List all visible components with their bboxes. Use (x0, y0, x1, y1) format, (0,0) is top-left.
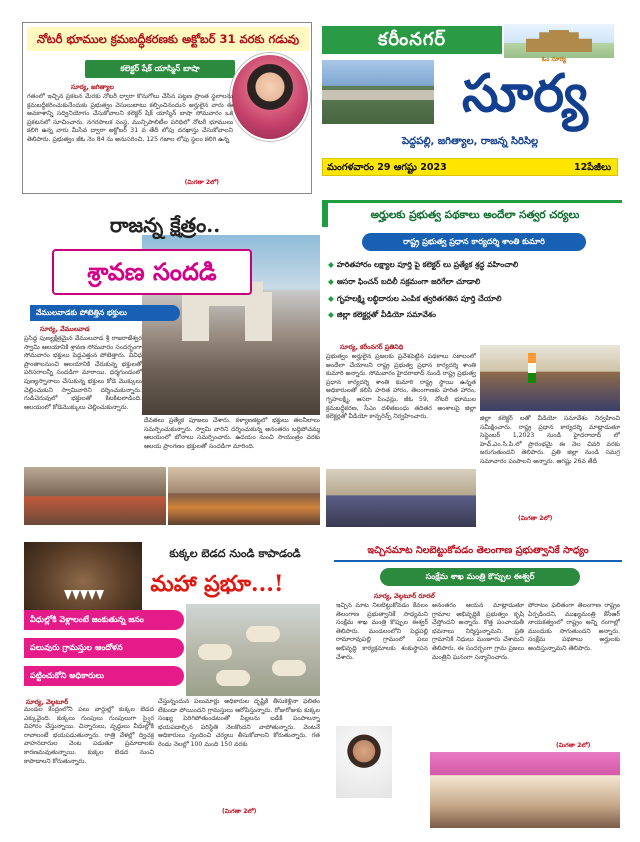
welfare-bullet: ◆ హరితహారం లక్ష్యాల పూర్తి పై కలెక్టర్ లు ప్రత్యేక శ్రద్ధ వహించాలి (328, 260, 519, 269)
dogs-highlights (24, 610, 184, 694)
dogs-highlight: పలువురు గ్రామస్తుల ఆందోళన (24, 638, 184, 658)
rajanna-tag: వేములవాడకు పోటెత్తిన భక్తులు (30, 305, 180, 321)
welfare-byline: సూర్య, కరీంనగర్ ప్రతినిధి (340, 343, 404, 351)
minister-subhead: సంక్షేమ శాఖ మంత్రి కొప్పుల ఈశ్వర్ (380, 568, 580, 586)
cs-subhead: రాష్ట్ర ప్రభుత్వ ప్రధాన కార్యదర్శి శాంతి కుమారి (362, 233, 586, 251)
welfare-bullet: ◆ ఆసరా ఫించన్ బదిలీ సక్రమంగా జరిగేలా చూడాలి (328, 276, 481, 286)
dogs-headline-top: కుక్కల బెడద నుండి కాపాడండి (169, 547, 301, 560)
paper-name-main: సూర్య (462, 63, 588, 124)
flag-icon (528, 353, 536, 383)
minister-continued: (మిగతా 2లో) (556, 742, 591, 749)
dogs-highlight: వీధుల్లోకి వెళ్లాలంటే జంకుతున్న జనం (24, 610, 184, 630)
paper-logo-caption: ఓం సూర్య (542, 56, 567, 63)
districts-line: పెద్దపల్లి, జగిత్యాల, రాజన్న సిరిసిల్ల (401, 136, 539, 147)
temple-image (504, 24, 614, 58)
rajanna-headline-main: శ్రావణ సందడి (52, 249, 252, 295)
bullet-icon: ◆ (328, 310, 334, 320)
page-count: 12పేజీలు (574, 162, 611, 173)
collector-meeting-photo (326, 469, 476, 527)
dogs-headline-main: మహా ప్రభూ...! (150, 571, 284, 597)
bullet-icon: ◆ (328, 276, 334, 286)
rajanna-headline-top: రాజన్న క్షేత్రం.. (109, 213, 221, 237)
welfare-bullet: ◆ జిల్లా కలెక్టర్లతో వీడియో సమావేశం (328, 310, 436, 320)
devotees-photo-1 (24, 467, 166, 525)
dateline-bar (322, 158, 618, 176)
welfare-schemes-story (322, 203, 622, 533)
minister-body-2: అనంతరం ఆయన మాట్లాడుతూ గ్రామాల అభివృద్ధికి ప్రభుత్వం కృషి చేస్తోందని అన్నారు. కొత్త పంచాయతీ భవనాలు నిర్మిస్తున్నామని, ప్రతి గ్రామానికి నిధులు మంజూరు చేశామని తెలిపారు. ఈ సందర్భంగా గ్రామ ప్రజలు మంత్రిని ఘనంగా సన్మానించారు. (432, 602, 524, 661)
minister-portrait (336, 726, 392, 798)
minister-event-photo (430, 752, 620, 828)
dogs-body-2: చేస్తున్నందున పలుమార్లు అధికారుల దృష్టికి తీసుకెళ్లినా ఫలితం లేకుండా పోయిందని గ్రామస్తులు ఆరోపిస్తున్నారు. రోజురోజుకు కుక్కల సంఖ్య పెరిగిపోతుండటంతో పిల్లలను బడికి పంపాలన్నా భయపడాల్సిన పరిస్థితి నెలకొందని వాపోతున్నారు. వెంటనే అధికారులు స్పందించి చర్యలు తీసుకోవాలని కోరుతున్నారు. గత రెండు నెలల్లో 100 మంది 150 వరకు (158, 698, 320, 748)
rajanna-byline: సూర్య, వేములవాడ (40, 325, 90, 333)
minister-byline: సూర్య, వెల్గటూర్ రూరల్ (374, 592, 435, 600)
dogs-continued: (మిగతా 2లో) (222, 808, 257, 815)
rajanna-body-1: ప్రసిద్ధ పుణ్యక్షేత్రమైన వేములవాడ శ్రీ రాజరాజేశ్వర స్వామి ఆలయానికి శ్రావణ సోమవారం సందర్భంగా సోమవారం భక్తులు పెద్దఎత్తున పోటెత్తారు. వివిధ ప్రాంతాలనుంచి ఆలయానికి చేరుకున్న భక్తులతో పరిసరాలన్నీ సందడిగా మారాయి. ధర్మగుండంలో పుణ్యస్నానాలు చేసుకున్న భక్తులు కోడె మొక్కులు చెల్లించుకుని స్వామివారిని దర్శించుకున్నారు. గుడిచెరువులో భక్తులతో కిటకిటలాడింది. ఆలయంలో కోడెమొక్కులు చెల్లించుకున్నారు. (24, 335, 142, 411)
notary-land-story (22, 22, 312, 194)
dogs-highlight: పట్టించుకోని అధికారులు (24, 666, 184, 686)
minister-story (334, 540, 622, 830)
stray-dogs-photo (186, 604, 320, 696)
video-conference-photo (480, 345, 620, 411)
notary-continued: (మిగతా 2లో) (184, 179, 219, 186)
dam-image (322, 60, 434, 124)
welfare-bullets (328, 257, 618, 341)
minister-headline: ఇచ్చినమాట నిలబెట్టుకోవడం తెలంగాణ ప్రభుత్వానికే సాధ్యం (334, 540, 622, 562)
welfare-headline: అర్హులకు ప్రభుత్వ పథకాలు అందేలా సత్వర చర్యలు (322, 203, 622, 227)
dogs-byline: సూర్య, వెల్గటూర్ (26, 698, 69, 706)
minister-body-3: పోరాటం ఫలితంగా తెలంగాణ రాష్ట్రం ఏర్పడిందని, ముఖ్యమంత్రి కేసీఆర్ నాయకత్వంలో రాష్ట్రం అన్ని రంగాల్లో ముందుకు సాగుతుందని అన్నారు. సంక్షేమ పథకాలు అర్హులకు అందిస్తున్నామని తెలిపారు. (528, 602, 620, 652)
issue-date: మంగళవారం 29 ఆగష్టు 2023 (327, 162, 447, 173)
welfare-body-2: జిల్లా కలెక్టర్ లతో వీడియో సమావేశం నిర్వహించి సమీక్షించారు. రాష్ట్ర ప్రధాన కార్యదర్శి మాట్లాడుతూ సెప్టెంబర్ 1,2023 నుండి హైదరాబాద్ లో హెచ్.ఎం.సి.పి.లో ప్రారంభమై ఈ నెల చివరి వరకు జరుగుతుందని తెలిపారు. ప్రతి జిల్లా నుండి సమగ్ర సమాచారం పంపాలని అన్నారు. ఆగష్టు 26వ తేదీ (480, 415, 620, 465)
rajanna-story (22, 205, 322, 525)
welfare-continued: (మిగతా 2లో) (518, 515, 553, 522)
notary-headline: నోటరీ భూముల క్రమబద్ధీకరణకు అక్టోబర్ 31 వరకు గడువు (27, 27, 309, 51)
bullet-icon: ◆ (328, 293, 334, 303)
masthead (320, 22, 620, 198)
paper-name-top: కరీంనగర్ (322, 26, 502, 54)
stray-dogs-story (22, 536, 322, 826)
collector-subhead: కలెక్టర్ షేక్ యాస్మిన్ బాషా (85, 60, 235, 78)
devotees-photo-2 (168, 467, 320, 525)
welfare-bullet: ◆ గృహలక్ష్మి లబ్ధిదారుల ఎంపిక త్వరితగతిన పూర్తి చేయాలి (328, 293, 502, 303)
collector-photo (230, 53, 310, 141)
rajanna-body-2: దేవతలు ప్రత్యేక పూజలు చేశారు. కళ్యాణకట్టలో భక్తులు తలనీలాలు సమర్పించుకున్నారు. స్వామి వారిని దర్శించుకున్న అనంతరం బద్దిపోచమ్మ ఆలయంలో బోనాలు సమర్పించారు. ఉదయం నుంచి సాయంత్రం వరకు ఆలయ ప్రాంగణం భక్తులతో సందడిగా మారింది. (144, 417, 320, 450)
dogs-body-1: మండల కేంద్రంలోని పలు వార్డుల్లో కుక్కల బెడద ఎక్కువైంది. కుక్కలు గుంపులు గుంపులుగా స్వైర విహారం చేస్తున్నాయి. చిన్నారులు, వృద్ధులు వీధుల్లోకి రావాలంటే భయపడుతున్నారు. రాత్రి వేళల్లో ద్విచక్ర వాహనదారుల వెంట పడుతూ ప్రమాదాలకు కారణమవుతున్నాయి. కుక్కల బెడద నుంచి కాపాడాలని కోరుతున్నారు. (24, 706, 154, 765)
minister-body-1: ఇచ్చిన మాట నిలబెట్టుకోవడం కేవలం తెలంగాణ ప్రభుత్వానికే సాధ్యమని సంక్షేమ శాఖ మంత్రి కొప్పుల ఈశ్వర్ తెలిపారు. మండలంలోని పెద్దపల్లి రామారావుపల్లి గ్రామంలో పలు అభివృద్ధి కార్యక్రమాలకు శంకుస్థాపన చేశారు. (336, 602, 428, 661)
notary-body: గతంలో ఇచ్చిన ప్రకటన మేరకు నోటరీ ద్వారా కొనుగోలు చేసిన పట్టణ ప్రాంత స్థలాలను క్రమబద్ధీకరించుకునేందుకు ప్రభుత్వం వెసులుబాటు కల్పించినందున అర్హులైన వారు ఈ అవకాశాన్ని సద్వినియోగం చేసుకోవాలని కలెక్టర్ షేక్ యాస్మిన్ బాషా సోమవారం ఒక ప్రకటనలో సూచించారు. నగరపాలక సంస్థ, మున్సిపాలిటీల పరిధిలో నోటరీ భూములు కలిగి ఉన్న వారు మీసేవ ద్వారా అక్టోబర్ 31 వ తేదీ లోపు దరఖాస్తు చేసుకోవాలని తెలిపారు. ప్రభుత్వం జీఓ నెం 84 ను అనుసరించి, 125 గజాల లోపు స్థలం కలిగి ఉన్న (27, 93, 233, 143)
bullet-icon: ◆ (328, 260, 334, 269)
notary-byline: సూర్య, జగిత్యాల (71, 83, 114, 91)
welfare-body-1: ప్రభుత్వం అర్హులైన ప్రజలకు ప్రవేశపెట్టిన పథకాలు సకాలంలో అందేలా చేయాలని రాష్ట్ర ప్రభుత్వ ప్రధాన కార్యదర్శి శాంతి కుమారి అన్నారు. సోమవారం హైదరాబాద్ నుండి రాష్ట్ర ప్రభుత్వ ప్రధాన కార్యదర్శి శాంతి కుమారి రాష్ట్ర స్థాయి ఉన్నత అధికారులతో కలిసి హరిత హారం, తెలంగాణకు హరిత హారం, గృహలక్ష్మి, ఆసరా పింఛన్లు, జీఓ 59, నోటరీ భూముల క్రమబద్ధీకరణ, సీఎం దళితబంధు తదితర అంశాలపై జిల్లా కలెక్టర్లతో వీడియో కాన్ఫరెన్స్ నిర్వహించారు. (326, 353, 476, 421)
